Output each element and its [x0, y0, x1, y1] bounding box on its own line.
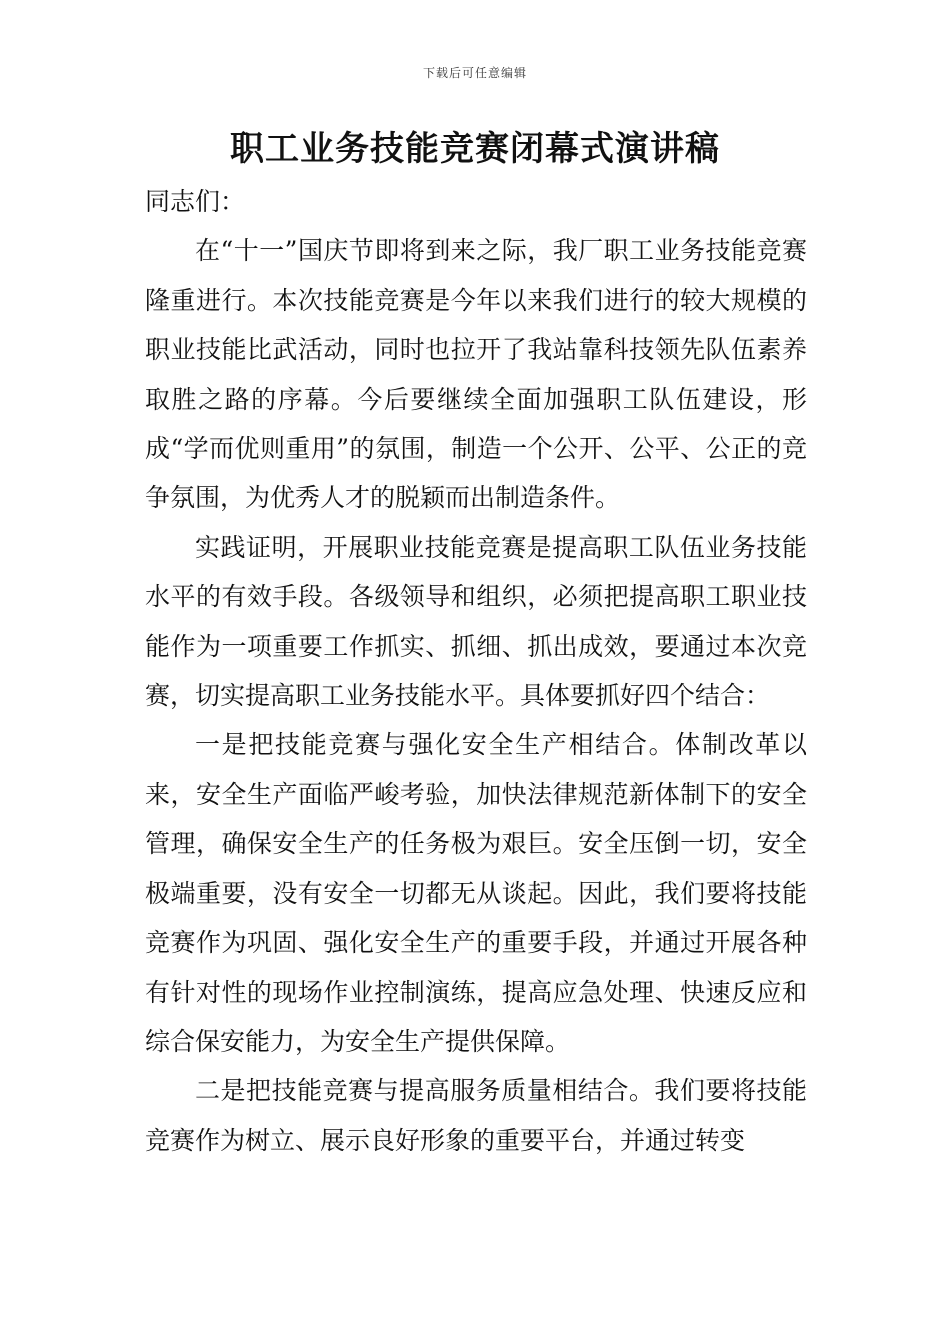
header-note: 下载后可任意编辑	[422, 66, 527, 80]
salutation: 同志们：	[145, 187, 246, 216]
document-body	[145, 177, 807, 1165]
paragraph: 二是把技能竞赛与提高服务质量相结合。我们要将技能竞赛作为树立、展示良好形象的重要平台，并通过转变	[145, 1076, 807, 1155]
paragraph: 在“十一”国庆节即将到来之际，我厂职工业务技能竞赛隆重进行。本次技能竞赛是今年以来我们进行的较大规模的职业技能比武活动，同时也拉开了我站靠科技领先队伍素养取胜之路的序幕。今后要继续全面加强职工队伍建设，形成“学而优则重用”的氛围，制造一个公开、公平、公正的竞争氛围，为优秀人才的脱颖而出制造条件。	[145, 236, 807, 513]
document-title: 职工业务技能竞赛闭幕式演讲稿	[230, 129, 720, 169]
paragraph: 一是把技能竞赛与强化安全生产相结合。体制改革以来，安全生产面临严峻考验，加快法律规范新体制下的安全管理，确保安全生产的任务极为艰巨。安全压倒一切，安全极端重要，没有安全一切都无从谈起。因此，我们要将技能竞赛作为巩固、强化安全生产的重要手段，并通过开展各种有针对性的现场作业控制演练，提高应急处理、快速反应和综合保安能力，为安全生产提供保障。	[145, 730, 807, 1056]
paragraph: 实践证明，开展职业技能竞赛是提高职工队伍业务技能水平的有效手段。各级领导和组织，必须把提高职工职业技能作为一项重要工作抓实、抓细、抓出成效，要通过本次竞赛，切实提高职工业务技能水平。具体要抓好四个结合：	[145, 532, 807, 711]
